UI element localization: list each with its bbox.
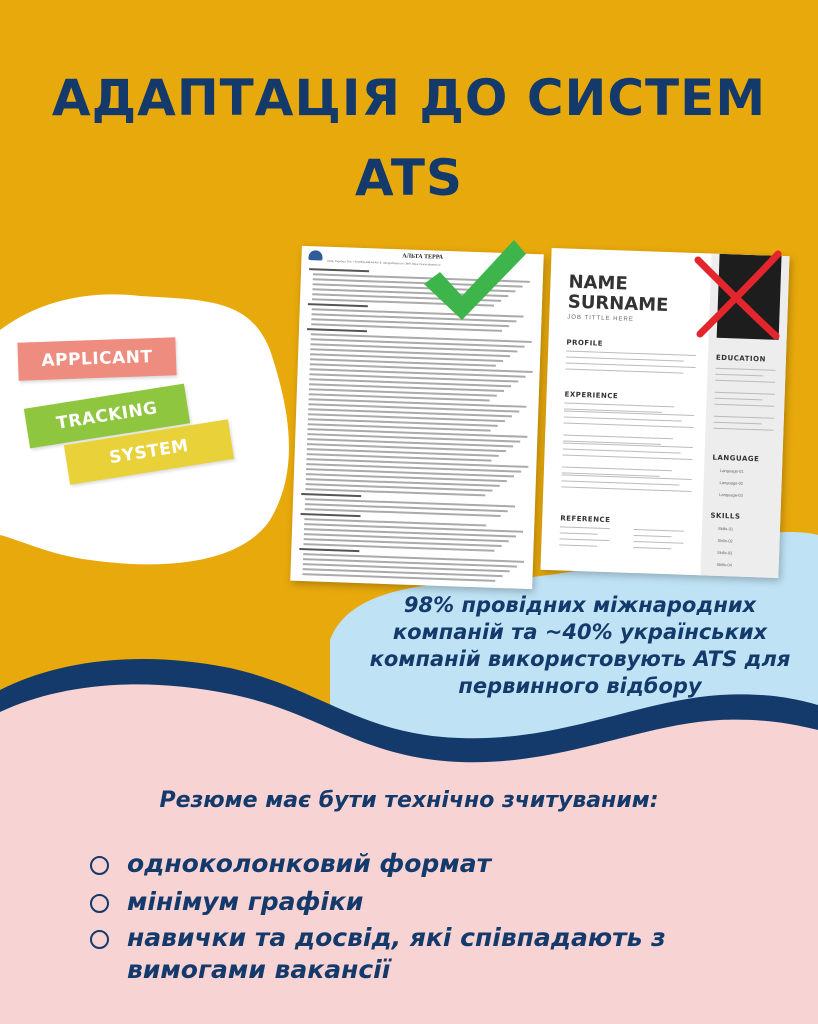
circle-bullet-icon <box>90 856 109 875</box>
resume2-language-item: Language-01 <box>719 467 744 474</box>
resume2-job-title: JOB TITTLE HERE <box>567 314 634 323</box>
text-line <box>309 268 369 272</box>
resume1-name: АЛЬТА ТЕРРА <box>402 253 444 261</box>
resume2-skills-heading: SKILLS <box>710 511 741 521</box>
text-line <box>564 402 674 407</box>
resume2-reference-heading: REFERENCE <box>560 514 611 525</box>
text-line <box>307 328 367 332</box>
ats-statistic: 98% провідних міжнародних компаній та ~40% українських компаній використовують ATS для первинного відбору <box>369 593 791 698</box>
text-line <box>301 513 361 517</box>
text-line <box>561 486 691 492</box>
text-line <box>564 422 694 428</box>
text-line <box>299 548 359 552</box>
text-line <box>560 532 598 534</box>
cross-icon <box>690 246 786 342</box>
list-item: одноколонковий формат <box>90 848 491 880</box>
text-line <box>564 416 682 421</box>
circle-bullet-icon <box>90 894 109 913</box>
check-icon <box>418 232 530 328</box>
resume2-language-item: Language-02 <box>719 479 744 486</box>
requirements-heading: Резюме має бути технічно зчитуваним: <box>159 788 659 813</box>
text-line <box>633 541 683 544</box>
text-line <box>634 529 684 532</box>
list-item: навички та досвід, які співпадають з вимогами вакансії <box>90 922 750 986</box>
resume2-name: NAME SURNAME <box>567 271 669 317</box>
resume2-education-heading: EDUCATION <box>715 353 767 364</box>
resume1-contact: Київ, Україна | Тел: +38 (093) 444 44 44 | E: info@altaterra.io | Веб: https://www.altaterra.io <box>327 258 441 267</box>
circle-bullet-icon <box>90 930 109 949</box>
text-line <box>301 493 361 497</box>
text-line <box>560 538 610 541</box>
text-line <box>562 480 680 485</box>
text-line <box>566 357 684 362</box>
resume2-language-heading: LANGUAGE <box>712 453 760 464</box>
resume2-skill-item: Skills-04 <box>716 561 732 568</box>
resume2-experience-heading: EXPERIENCE <box>564 390 619 401</box>
text-line <box>566 351 696 357</box>
tape-system: SYSTEM <box>64 419 234 484</box>
text-line <box>562 454 692 460</box>
text-line <box>560 526 610 529</box>
text-line <box>308 303 368 307</box>
list-item: мінімум графіки <box>90 886 363 918</box>
text-line <box>566 363 696 369</box>
text-line <box>563 448 681 453</box>
text-line <box>565 369 683 374</box>
resume2-skill-item: Skills-02 <box>717 537 733 544</box>
text-line <box>633 547 671 549</box>
tape-applicant: APPLICANT <box>17 337 176 380</box>
resume2-skill-item: Skills-03 <box>717 549 733 556</box>
resume2-profile-heading: PROFILE <box>566 338 604 348</box>
text-line <box>634 535 672 537</box>
resume2-skill-item: Skills-01 <box>717 525 734 532</box>
page-title: АДАПТАЦІЯ ДО СИСТЕМ ATS <box>51 69 767 207</box>
text-line <box>563 434 673 439</box>
text-line <box>562 466 672 471</box>
text-line <box>559 544 597 546</box>
resume2-language-item: Language-03 <box>719 491 743 498</box>
tape-tracking: TRACKING <box>24 384 190 449</box>
